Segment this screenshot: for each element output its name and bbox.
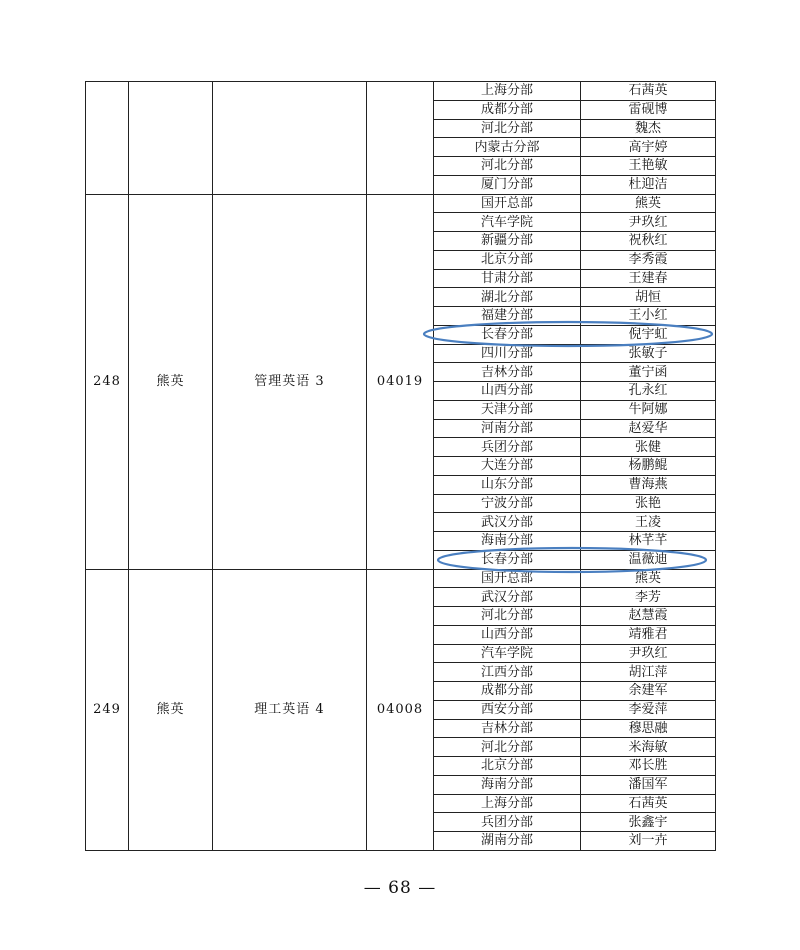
person-name-cell: 牛阿娜 <box>581 400 716 419</box>
person-name-cell: 米海敏 <box>581 738 716 757</box>
person-name-cell: 石茜英 <box>581 82 716 101</box>
person-name-cell: 倪宇虹 <box>581 325 716 344</box>
person-name-cell: 孔永红 <box>581 382 716 401</box>
person-name-cell: 赵慧霞 <box>581 607 716 626</box>
person-name-cell: 邓长胜 <box>581 757 716 776</box>
branch-cell: 天津分部 <box>434 400 581 419</box>
course-name-cell: 管理英语 3 <box>213 194 367 569</box>
person-name-cell: 温薇迪 <box>581 550 716 569</box>
branch-cell: 吉林分部 <box>434 363 581 382</box>
branch-cell: 湖南分部 <box>434 832 581 851</box>
branch-cell: 大连分部 <box>434 457 581 476</box>
person-name-cell: 王小红 <box>581 307 716 326</box>
teacher-cell: 熊英 <box>129 194 213 569</box>
branch-cell: 湖北分部 <box>434 288 581 307</box>
person-name-cell: 胡恒 <box>581 288 716 307</box>
branch-cell: 厦门分部 <box>434 175 581 194</box>
branch-cell: 汽车学院 <box>434 644 581 663</box>
branch-cell: 兵团分部 <box>434 438 581 457</box>
branch-cell: 山西分部 <box>434 625 581 644</box>
person-name-cell: 祝秋红 <box>581 232 716 251</box>
table-row <box>86 569 716 588</box>
person-name-cell: 魏杰 <box>581 119 716 138</box>
course-code-cell <box>367 82 434 195</box>
person-name-cell: 刘一卉 <box>581 832 716 851</box>
branch-cell: 成都分部 <box>434 682 581 701</box>
branch-cell: 海南分部 <box>434 532 581 551</box>
person-name-cell: 余建军 <box>581 682 716 701</box>
branch-cell: 国开总部 <box>434 569 581 588</box>
person-name-cell: 靖雅君 <box>581 625 716 644</box>
branch-cell: 汽车学院 <box>434 213 581 232</box>
branch-cell: 山西分部 <box>434 382 581 401</box>
course-code-cell: 04008 <box>367 569 434 850</box>
course-name-cell <box>213 82 367 195</box>
teacher-cell <box>129 82 213 195</box>
branch-cell: 上海分部 <box>434 82 581 101</box>
person-name-cell: 石茜英 <box>581 794 716 813</box>
roster-table-body <box>86 82 716 851</box>
branch-cell: 成都分部 <box>434 100 581 119</box>
person-name-cell: 尹玖红 <box>581 644 716 663</box>
branch-cell: 海南分部 <box>434 775 581 794</box>
branch-cell: 甘肃分部 <box>434 269 581 288</box>
record-number-cell: 248 <box>86 194 129 569</box>
branch-cell: 新疆分部 <box>434 232 581 251</box>
branch-cell: 宁波分部 <box>434 494 581 513</box>
person-name-cell: 王艳敏 <box>581 157 716 176</box>
branch-cell: 河北分部 <box>434 607 581 626</box>
branch-cell: 山东分部 <box>434 475 581 494</box>
branch-cell: 武汉分部 <box>434 588 581 607</box>
branch-cell: 河北分部 <box>434 738 581 757</box>
roster-table <box>85 81 716 851</box>
person-name-cell: 王建春 <box>581 269 716 288</box>
person-name-cell: 穆思融 <box>581 719 716 738</box>
person-name-cell: 王凌 <box>581 513 716 532</box>
person-name-cell: 杜迎洁 <box>581 175 716 194</box>
branch-cell: 河南分部 <box>434 419 581 438</box>
branch-cell: 西安分部 <box>434 700 581 719</box>
branch-cell: 兵团分部 <box>434 813 581 832</box>
person-name-cell: 熊英 <box>581 569 716 588</box>
table-row <box>86 194 716 213</box>
person-name-cell: 潘国军 <box>581 775 716 794</box>
person-name-cell: 李芳 <box>581 588 716 607</box>
branch-cell: 吉林分部 <box>434 719 581 738</box>
teacher-cell: 熊英 <box>129 569 213 850</box>
person-name-cell: 李秀霞 <box>581 250 716 269</box>
person-name-cell: 张敏子 <box>581 344 716 363</box>
branch-cell: 武汉分部 <box>434 513 581 532</box>
branch-cell: 长春分部 <box>434 325 581 344</box>
person-name-cell: 曹海燕 <box>581 475 716 494</box>
person-name-cell: 张艳 <box>581 494 716 513</box>
record-number-cell <box>86 82 129 195</box>
page-number: — 68 — <box>363 878 437 898</box>
branch-cell: 国开总部 <box>434 194 581 213</box>
person-name-cell: 董宁函 <box>581 363 716 382</box>
person-name-cell: 李爱萍 <box>581 700 716 719</box>
branch-cell: 江西分部 <box>434 663 581 682</box>
branch-cell: 北京分部 <box>434 757 581 776</box>
branch-cell: 四川分部 <box>434 344 581 363</box>
table-row <box>86 82 716 101</box>
branch-cell: 上海分部 <box>434 794 581 813</box>
branch-cell: 北京分部 <box>434 250 581 269</box>
person-name-cell: 雷砚博 <box>581 100 716 119</box>
course-code-cell: 04019 <box>367 194 434 569</box>
person-name-cell: 张健 <box>581 438 716 457</box>
person-name-cell: 林芊芊 <box>581 532 716 551</box>
person-name-cell: 杨鹏鲲 <box>581 457 716 476</box>
branch-cell: 长春分部 <box>434 550 581 569</box>
person-name-cell: 赵爱华 <box>581 419 716 438</box>
branch-cell: 河北分部 <box>434 119 581 138</box>
person-name-cell: 熊英 <box>581 194 716 213</box>
record-number-cell: 249 <box>86 569 129 850</box>
person-name-cell: 胡江萍 <box>581 663 716 682</box>
person-name-cell: 张鑫宇 <box>581 813 716 832</box>
branch-cell: 河北分部 <box>434 157 581 176</box>
person-name-cell: 尹玖红 <box>581 213 716 232</box>
branch-cell: 内蒙古分部 <box>434 138 581 157</box>
person-name-cell: 高宇婷 <box>581 138 716 157</box>
branch-cell: 福建分部 <box>434 307 581 326</box>
course-name-cell: 理工英语 4 <box>213 569 367 850</box>
